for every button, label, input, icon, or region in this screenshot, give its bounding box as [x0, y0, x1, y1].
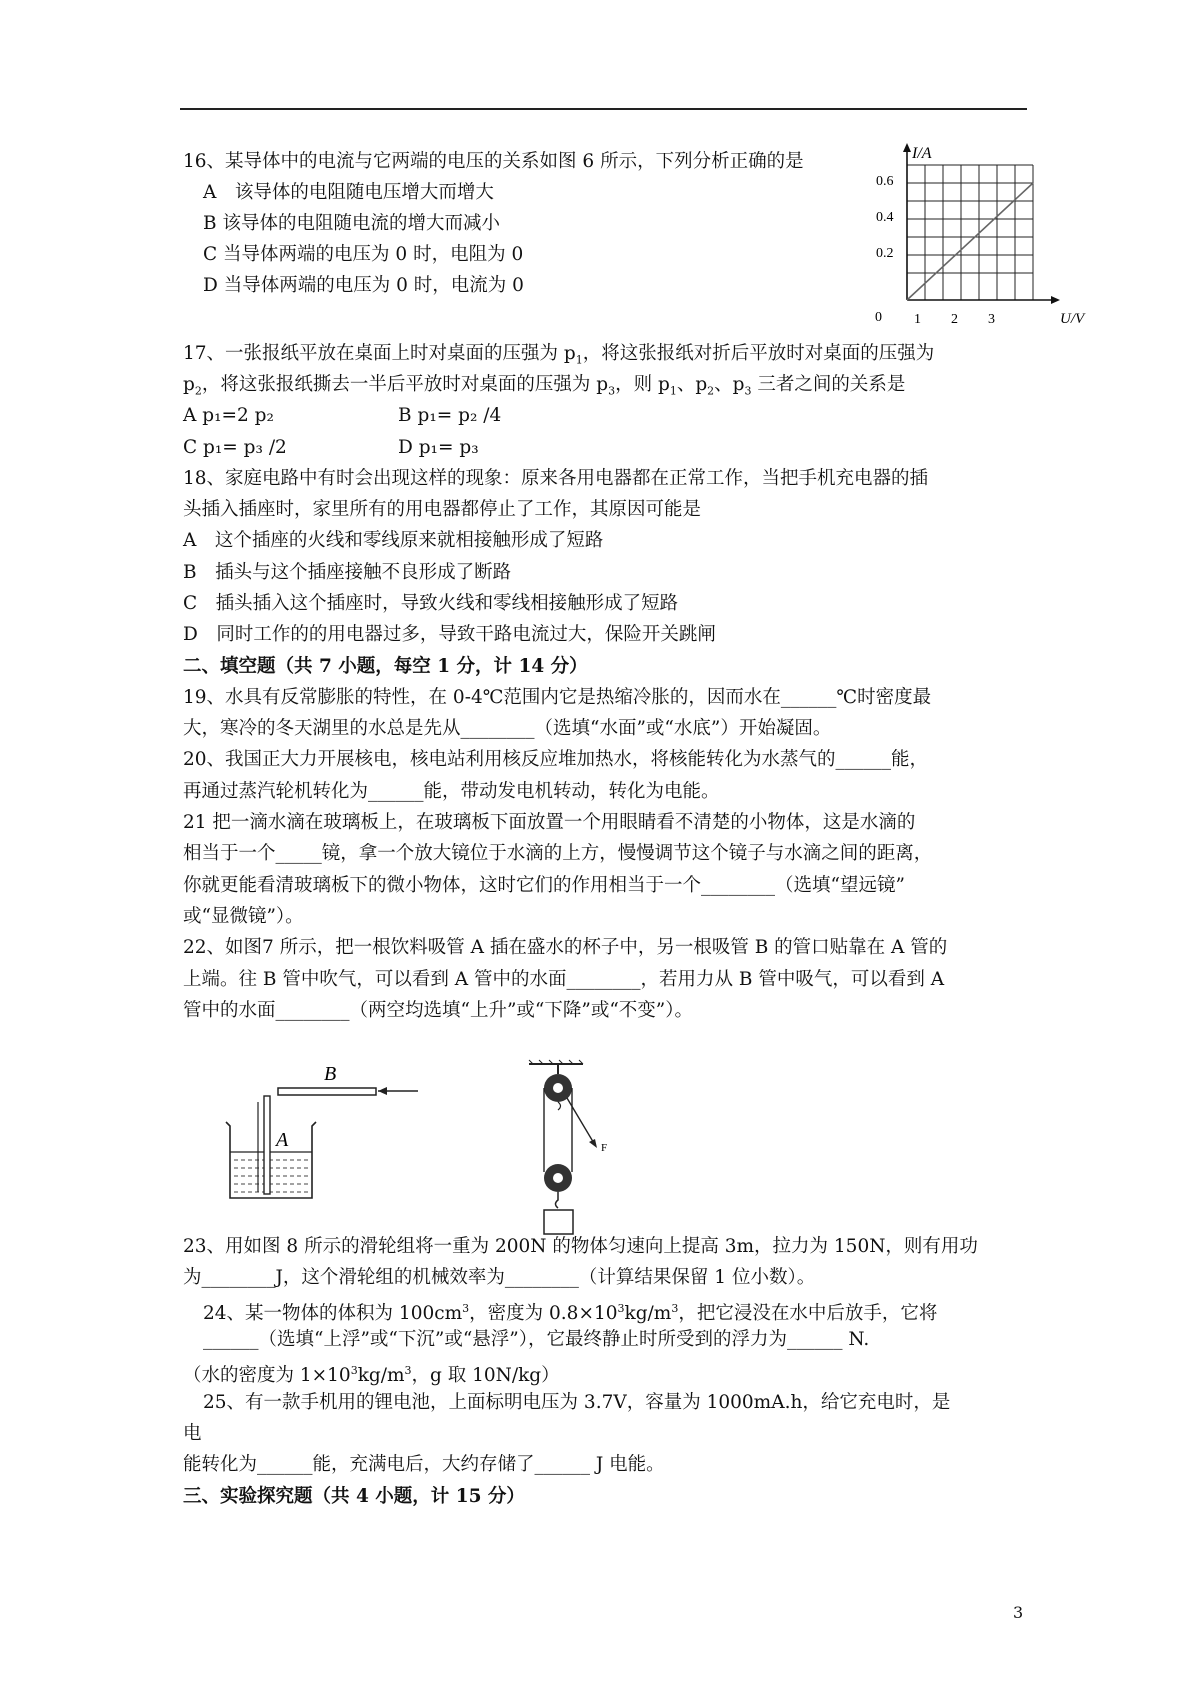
q18-option-c: C 插头插入这个插座时，导致火线和零线相接触形成了短路	[183, 593, 679, 614]
q20-line-1: 20、我国正大力开展核电，核电站利用核反应堆加热水，将核能转化为水蒸气的______能，	[183, 749, 929, 770]
q21-line-3: 你就更能看清玻璃板下的微小物体，这时它们的作用相当于一个________（选填“望远镜”	[183, 875, 905, 896]
section-2-heading: 二、填空题（共 7 小题，每空 1 分，计 14 分）	[183, 656, 588, 677]
q19-line-2: 大，寒冷的冬天湖里的水总是先从________（选填“水面”或“水底”）开始凝固。	[183, 718, 832, 739]
q21-line-1: 21 把一滴水滴在玻璃板上，在玻璃板下面放置一个用眼睛看不清楚的小物体，这是水滴的	[183, 812, 916, 833]
q17-option-c: C p₁= p₃ /2	[183, 437, 287, 458]
q16-stem: 16、某导体中的电流与它两端的电压的关系如图 6 所示，下列分析正确的是	[183, 151, 804, 172]
q20-line-2: 再通过蒸汽轮机转化为______能，带动发电机转动，转化为电能。	[183, 781, 720, 802]
graph-x-tick-0: 0	[875, 310, 882, 325]
q24-line-2: ______（选填“上浮”或“下沉”或“悬浮”），它最终静止时所受到的浮力为______ N.	[203, 1329, 870, 1350]
q23-line-2: 为________J，这个滑轮组的机械效率为________（计算结果保留 1 位小数）。	[183, 1267, 816, 1288]
graph-x-tick-2: 2	[951, 312, 958, 327]
q18-line-1: 18、家庭电路中有时会出现这样的现象：原来各用电器都在正常工作，当把手机充电器的插	[183, 468, 929, 489]
q25-line-1: 25、有一款手机用的锂电池，上面标明电压为 3.7V，容量为 1000mA.h，给它充电时，是	[203, 1392, 951, 1413]
section-3-heading: 三、实验探究题（共 4 小题，计 15 分）	[183, 1486, 525, 1507]
fig7-label-a: A	[276, 1129, 289, 1151]
graph-x-tick-3: 3	[988, 312, 995, 327]
q25-line-2: 电	[183, 1423, 202, 1444]
q24-line-3: （水的密度为 $1\times 10^3kg/m^3$，g 取 10N/kg）	[183, 1364, 560, 1387]
q17-line-1: 17、一张报纸平放在桌面上时对桌面的压强为 $p_1$，将这张报纸对折后平放时对桌面的压强为	[183, 343, 935, 367]
figure-7-beaker-straws	[218, 1060, 438, 1220]
graph-y-tick-0.2: 0.2	[876, 246, 894, 261]
q23-line-1: 23、用如图 8 所示的滑轮组将一重为 200N 的物体匀速向上提高 3m，拉力为 150N，则有用功	[183, 1236, 978, 1257]
graph-x-tick-1: 1	[914, 312, 921, 327]
header-rule	[180, 108, 1027, 110]
page-number: 3	[1013, 1603, 1024, 1622]
q18-line-2: 头插入插座时，家里所有的用电器都停止了工作，其原因可能是	[183, 499, 702, 520]
q22-line-1: 22、如图7 所示，把一根饮料吸管 A 插在盛水的杯子中，另一根吸管 B 的管口贴靠在 A 管的	[183, 937, 948, 958]
q18-option-a: A 这个插座的火线和零线原来就相接触形成了短路	[183, 530, 604, 551]
q21-line-4: 或“显微镜”）。	[183, 906, 304, 927]
q18-option-b: B 插头与这个插座接触不良形成了断路	[183, 562, 512, 583]
q16-option-c: C 当导体两端的电压为 0 时，电阻为 0	[203, 244, 524, 265]
q17-option-d: D p₁= p₃	[398, 437, 479, 458]
q17-line-2: $p_2$，将这张报纸撕去一半后平放时对桌面的压强为 $p_3$，则 $p_1$、$p_2$、$p_3$ 三者之间的关系是	[183, 374, 906, 398]
q24-line-1: 24、某一物体的体积为 $100cm^3$，密度为 $0.8\times 10^3kg/m^3$，把它浸没在水中后放手，它将	[203, 1302, 938, 1325]
graph-y-tick-0.6: 0.6	[876, 174, 894, 189]
figure-6-iu-graph	[875, 140, 1095, 330]
graph-y-axis-label: I/A	[912, 145, 932, 162]
graph-y-tick-0.4: 0.4	[876, 210, 894, 225]
graph-x-axis-label: U/V	[1060, 311, 1085, 327]
q22-line-2: 上端。往 B 管中吹气，可以看到 A 管中的水面________，若用力从 B 管中吸气，可以看到 A	[183, 969, 945, 990]
fig8-label-f: F	[601, 1142, 608, 1154]
q18-option-d: D 同时工作的的用电器过多，导致干路电流过大，保险开关跳闸	[183, 624, 716, 645]
q21-line-2: 相当于一个_____镜，拿一个放大镜位于水滴的上方，慢慢调节这个镜子与水滴之间的距离，	[183, 843, 933, 864]
q25-line-3: 能转化为______能，充满电后，大约存储了______ J 电能。	[183, 1454, 665, 1475]
fig7-label-b: B	[324, 1063, 337, 1085]
q17-option-b: B p₁= p₂ /4	[398, 405, 502, 426]
q16-option-a: A 该导体的电阻随电压增大而增大	[203, 182, 494, 203]
q22-line-3: 管中的水面________（两空均选填“上升”或“下降”或“不变”）。	[183, 1000, 693, 1021]
q16-option-d: D 当导体两端的电压为 0 时，电流为 0	[203, 275, 524, 296]
q16-option-b: B 该导体的电阻随电流的增大而减小	[203, 213, 500, 234]
figure-8-pulley-system	[525, 1060, 635, 1250]
q19-line-1: 19、水具有反常膨胀的特性，在 0-4℃范围内它是热缩冷胀的，因而水在______℃时密度最	[183, 687, 932, 708]
q17-option-a: A p₁=2 p₂	[183, 405, 274, 426]
